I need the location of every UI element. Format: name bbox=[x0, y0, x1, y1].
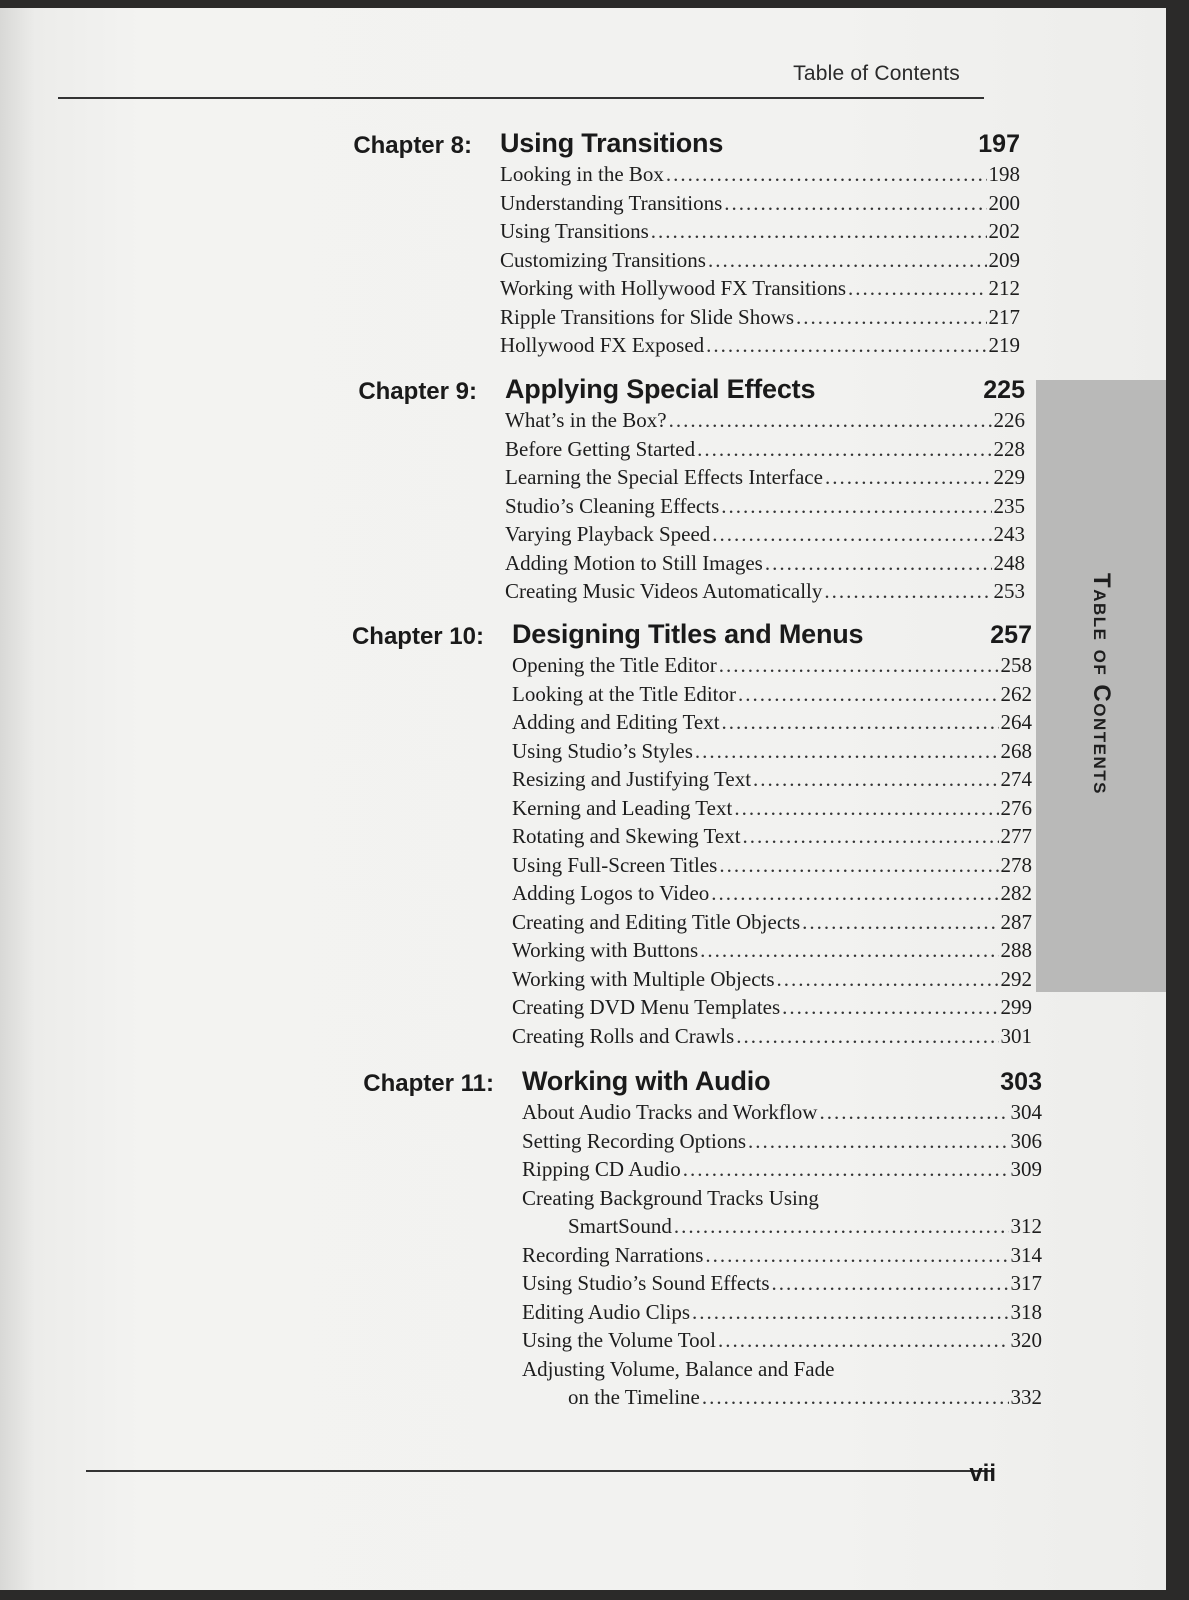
dot-leader bbox=[736, 1024, 998, 1049]
entry-page-number: 312 bbox=[1010, 1214, 1042, 1238]
chapter-heading bbox=[351, 619, 1032, 653]
entry-page-number: 262 bbox=[1000, 681, 1032, 706]
entry-title: Kerning and Leading Text bbox=[512, 795, 733, 820]
entry-page-number: 304 bbox=[1010, 1100, 1042, 1124]
entry-title: Recording Narrations bbox=[522, 1242, 704, 1267]
entry-page-number: 301 bbox=[1000, 1023, 1032, 1048]
toc-entry bbox=[512, 682, 1032, 711]
chapter-page-number: 225 bbox=[983, 376, 1025, 404]
page-number: vii bbox=[969, 1460, 996, 1487]
entry-title: Setting Recording Options bbox=[522, 1128, 746, 1153]
chapter-title: Applying Special Effects bbox=[505, 374, 816, 404]
dot-leader bbox=[711, 881, 998, 906]
entry-page-number: 228 bbox=[993, 436, 1025, 461]
toc-entry bbox=[522, 1157, 1042, 1186]
entry-title: Creating Rolls and Crawls bbox=[512, 1023, 735, 1048]
entry-page-number: 200 bbox=[988, 190, 1020, 215]
entry-page-number: 282 bbox=[1000, 881, 1032, 905]
toc-entry bbox=[512, 967, 1032, 996]
entry-page-number: 306 bbox=[1010, 1128, 1042, 1153]
running-head: Table of Contents bbox=[793, 62, 960, 85]
chapter-label: Chapter 8: bbox=[353, 132, 472, 159]
dot-leader bbox=[712, 522, 991, 547]
entry-page-number: 320 bbox=[1010, 1328, 1042, 1352]
entry-title: Adding and Editing Text bbox=[512, 710, 720, 734]
entry-title: Understanding Transitions bbox=[500, 190, 723, 215]
toc-entry bbox=[512, 995, 1032, 1024]
toc-entry-multiline bbox=[522, 1186, 1042, 1243]
entry-title: Working with Buttons bbox=[512, 938, 699, 962]
entry-title: Creating Music Videos Automatically bbox=[505, 579, 823, 603]
toc-entry bbox=[522, 1385, 1042, 1414]
dot-leader bbox=[743, 824, 999, 849]
dot-leader bbox=[738, 682, 999, 707]
entry-page-number: 217 bbox=[988, 304, 1020, 329]
entry-title: Editing Audio Clips bbox=[522, 1299, 691, 1324]
entry-title: Creating and Editing Title Objects bbox=[512, 909, 801, 934]
toc-entry bbox=[522, 1129, 1042, 1158]
entry-title: Using Studio’s Sound Effects bbox=[522, 1271, 770, 1295]
toc-entry bbox=[522, 1100, 1042, 1129]
chapter-heading bbox=[363, 1066, 1042, 1100]
toc-entry bbox=[505, 551, 1025, 580]
toc-entry bbox=[512, 1024, 1032, 1053]
dot-leader bbox=[819, 1100, 1008, 1125]
dot-leader bbox=[765, 551, 992, 576]
toc-entry bbox=[500, 333, 1020, 362]
entry-title: Using the Volume Tool bbox=[522, 1328, 716, 1352]
dot-leader bbox=[708, 248, 987, 273]
dot-leader bbox=[651, 219, 987, 244]
top-rule bbox=[58, 97, 984, 99]
entry-title: Adding Motion to Still Images bbox=[505, 550, 763, 575]
toc-entry bbox=[500, 276, 1020, 305]
bottom-rule bbox=[86, 1470, 994, 1472]
entry-page-number: 288 bbox=[1000, 938, 1032, 962]
entry-title: SmartSound bbox=[568, 1214, 672, 1238]
chapter-title: Using Transitions bbox=[500, 128, 724, 158]
entry-title: Opening the Title Editor bbox=[512, 653, 717, 677]
toc-entry bbox=[522, 1243, 1042, 1272]
entry-page-number: 219 bbox=[988, 333, 1020, 357]
entry-page-number: 287 bbox=[1000, 909, 1032, 934]
chapter-page-number: 197 bbox=[978, 130, 1020, 158]
toc-entry bbox=[512, 881, 1032, 910]
chapter-heading bbox=[353, 128, 1020, 162]
entry-title: Using Transitions bbox=[500, 219, 649, 243]
entry-title: Adjusting Volume, Balance and Fade bbox=[522, 1356, 835, 1381]
dot-leader bbox=[777, 967, 999, 992]
entry-page-number: 317 bbox=[1010, 1271, 1042, 1295]
entry-title: Rotating and Skewing Text bbox=[512, 824, 741, 848]
entry-title: Using Studio’s Styles bbox=[512, 738, 693, 763]
entry-title: Creating DVD Menu Templates bbox=[512, 995, 781, 1019]
entry-page-number: 226 bbox=[993, 408, 1025, 432]
chapter-label: Chapter 9: bbox=[358, 378, 477, 405]
toc-entry-multiline bbox=[522, 1357, 1042, 1414]
dot-leader bbox=[724, 191, 986, 216]
dot-leader bbox=[669, 408, 992, 433]
entry-title: Studio’s Cleaning Effects bbox=[505, 493, 720, 518]
entry-page-number: 299 bbox=[1000, 995, 1032, 1019]
dot-leader bbox=[718, 1328, 1009, 1353]
toc-entry bbox=[505, 408, 1025, 437]
dot-leader bbox=[692, 1300, 1008, 1325]
dot-leader bbox=[802, 910, 998, 935]
toc-entry bbox=[512, 938, 1032, 967]
entry-page-number: 318 bbox=[1010, 1299, 1042, 1324]
entry-title: Looking at the Title Editor bbox=[512, 681, 736, 706]
chapter-heading bbox=[358, 374, 1025, 408]
entry-title: What’s in the Box? bbox=[505, 408, 667, 432]
toc-entry bbox=[522, 1214, 1042, 1243]
entry-page-number: 276 bbox=[1000, 795, 1032, 820]
entry-title: About Audio Tracks and Workflow bbox=[522, 1100, 818, 1124]
book-page bbox=[0, 8, 1166, 1590]
entry-page-number: 209 bbox=[988, 247, 1020, 272]
entry-title: Before Getting Started bbox=[505, 436, 696, 461]
entry-page-number: 277 bbox=[1000, 824, 1032, 848]
dot-leader bbox=[719, 853, 998, 878]
entry-page-number: 264 bbox=[1000, 710, 1032, 734]
entry-page-number: 278 bbox=[1000, 852, 1032, 877]
chapter-8 bbox=[353, 128, 1020, 362]
dot-leader bbox=[722, 710, 999, 735]
entry-title: Ripple Transitions for Slide Shows bbox=[500, 304, 795, 329]
entry-title: Hollywood FX Exposed bbox=[500, 333, 705, 357]
chapter-label: Chapter 10: bbox=[351, 623, 484, 650]
toc-entry bbox=[512, 767, 1032, 796]
dot-leader bbox=[702, 1385, 1009, 1410]
chapter-title: Working with Audio bbox=[522, 1066, 771, 1096]
entry-page-number: 212 bbox=[988, 276, 1020, 300]
dot-leader bbox=[674, 1214, 1009, 1239]
dot-leader bbox=[706, 333, 986, 358]
toc-entry bbox=[505, 522, 1025, 551]
entry-title: on the Timeline bbox=[568, 1385, 700, 1409]
dot-leader bbox=[683, 1157, 1009, 1182]
toc-entry bbox=[505, 494, 1025, 523]
dot-leader bbox=[719, 653, 999, 678]
chapter-label: Chapter 11: bbox=[363, 1070, 494, 1097]
toc-entry bbox=[505, 437, 1025, 466]
entry-page-number: 202 bbox=[988, 219, 1020, 243]
toc-entry bbox=[505, 465, 1025, 494]
dot-leader bbox=[824, 579, 991, 604]
chapter-11 bbox=[363, 1066, 1042, 1414]
entry-page-number: 198 bbox=[988, 162, 1020, 186]
entry-title: Using Full-Screen Titles bbox=[512, 852, 718, 877]
entry-page-number: 309 bbox=[1010, 1157, 1042, 1181]
entry-title: Customizing Transitions bbox=[500, 247, 706, 272]
entry-page-number: 248 bbox=[993, 550, 1025, 575]
dot-leader bbox=[705, 1243, 1008, 1268]
entry-page-number: 292 bbox=[1000, 966, 1032, 991]
entry-page-number: 229 bbox=[993, 465, 1025, 489]
entry-title: Adding Logos to Video bbox=[512, 881, 710, 905]
toc-entry bbox=[522, 1328, 1042, 1357]
entry-page-number: 235 bbox=[993, 493, 1025, 518]
toc-entry bbox=[500, 162, 1020, 191]
dot-leader bbox=[697, 437, 991, 462]
toc-entry bbox=[505, 579, 1025, 608]
dot-leader bbox=[734, 796, 998, 821]
toc-entry bbox=[512, 824, 1032, 853]
toc-entry bbox=[512, 710, 1032, 739]
entry-page-number: 274 bbox=[1000, 767, 1032, 791]
toc-entry bbox=[512, 853, 1032, 882]
dot-leader bbox=[666, 162, 987, 187]
entry-title: Creating Background Tracks Using bbox=[522, 1185, 819, 1210]
dot-leader bbox=[796, 305, 986, 330]
dot-leader bbox=[772, 1271, 1009, 1296]
toc-entry bbox=[512, 653, 1032, 682]
entry-page-number: 253 bbox=[993, 579, 1025, 603]
entry-title: Ripping CD Audio bbox=[522, 1157, 681, 1181]
dot-leader bbox=[782, 995, 998, 1020]
side-tab-label: Table of Contents bbox=[1088, 573, 1115, 795]
dot-leader bbox=[700, 938, 998, 963]
toc-entry bbox=[522, 1300, 1042, 1329]
entry-page-number: 258 bbox=[1000, 653, 1032, 677]
dot-leader bbox=[848, 276, 986, 301]
chapter-title: Designing Titles and Menus bbox=[512, 619, 864, 649]
chapter-10 bbox=[351, 619, 1032, 1052]
entry-title: Resizing and Justifying Text bbox=[512, 767, 752, 791]
chapter-page-number: 257 bbox=[990, 621, 1032, 649]
toc-entry bbox=[500, 191, 1020, 220]
entry-page-number: 268 bbox=[1000, 738, 1032, 763]
entry-page-number: 314 bbox=[1010, 1242, 1042, 1267]
toc-entry bbox=[500, 219, 1020, 248]
entry-title: Learning the Special Effects Interface bbox=[505, 465, 823, 489]
entry-page-number: 332 bbox=[1010, 1385, 1042, 1409]
dot-leader bbox=[721, 494, 991, 519]
entry-title: Working with Multiple Objects bbox=[512, 966, 775, 991]
entry-title: Working with Hollywood FX Transitions bbox=[500, 276, 847, 300]
dot-leader bbox=[695, 739, 999, 764]
chapter-9 bbox=[358, 374, 1025, 608]
dot-leader bbox=[753, 767, 998, 792]
dot-leader bbox=[825, 465, 992, 490]
chapter-page-number: 303 bbox=[1000, 1068, 1042, 1096]
entry-page-number: 243 bbox=[993, 522, 1025, 546]
toc-entry bbox=[522, 1271, 1042, 1300]
entry-title: Varying Playback Speed bbox=[505, 522, 711, 546]
toc-entry bbox=[512, 739, 1032, 768]
entry-title: Looking in the Box bbox=[500, 162, 664, 186]
toc-entry bbox=[500, 248, 1020, 277]
toc-entry bbox=[512, 910, 1032, 939]
toc-entry bbox=[512, 796, 1032, 825]
toc-entry bbox=[500, 305, 1020, 334]
dot-leader bbox=[748, 1129, 1009, 1154]
